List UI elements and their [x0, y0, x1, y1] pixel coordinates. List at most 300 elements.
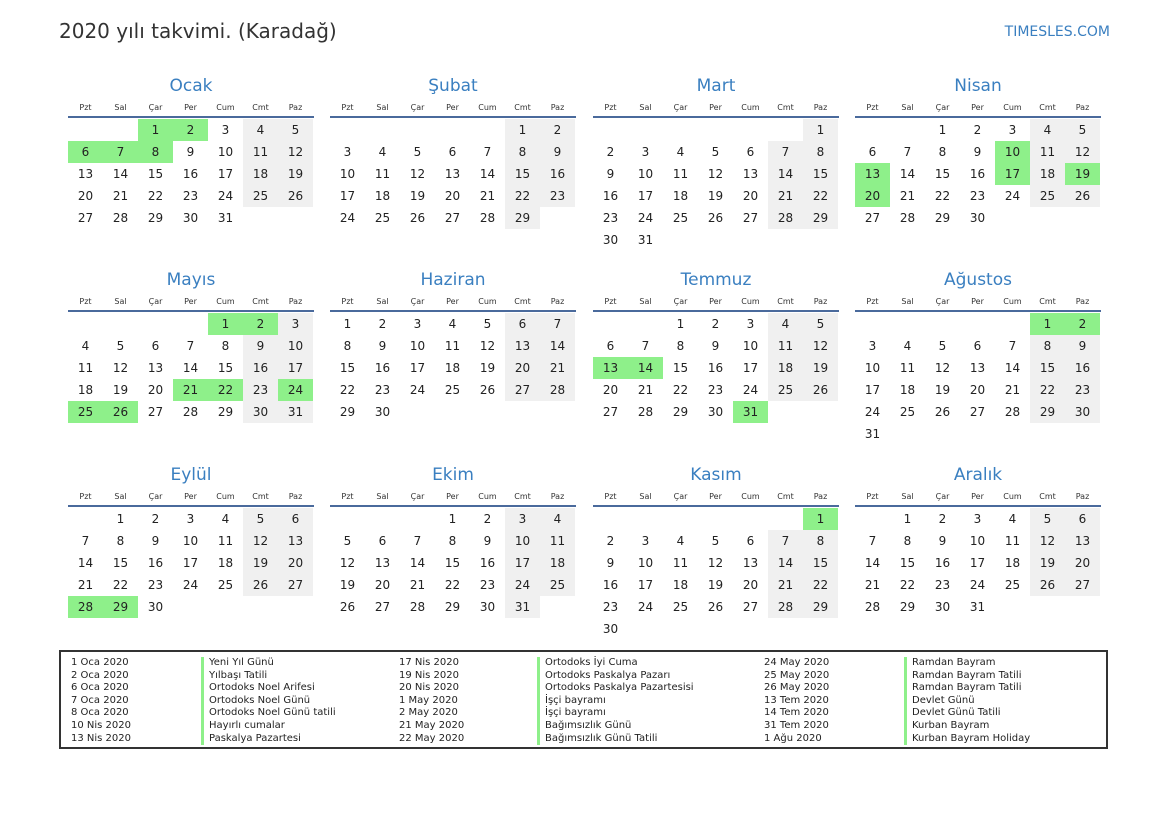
legend-date: 24 May 2020	[764, 657, 830, 668]
day-cell: 19	[707, 578, 724, 592]
day-cell: 29	[899, 600, 916, 614]
legend-holiday-name: Paskalya Pazartesi	[201, 733, 336, 746]
day-cell: 28	[637, 405, 654, 419]
month-name: Mart	[696, 76, 736, 96]
empty-cell	[68, 313, 103, 335]
weekday-label: Paz	[1075, 296, 1090, 306]
day-cell: 14	[864, 556, 881, 570]
weekday-label: Pzt	[604, 102, 617, 112]
day-cell: 5	[278, 119, 313, 141]
empty-cell	[400, 508, 435, 530]
day-cell: 9	[186, 145, 195, 159]
day-cell: 3	[343, 145, 352, 159]
holiday-day-cell: 21	[173, 379, 208, 401]
weekday-label: Cmt	[1039, 491, 1056, 501]
empty-cell	[593, 508, 628, 530]
day-cell: 2	[378, 317, 387, 331]
day-cell: 15	[1030, 357, 1065, 379]
holiday-day-cell: 29	[103, 596, 138, 618]
empty-cell	[890, 119, 925, 141]
empty-cell	[330, 119, 365, 141]
legend-date: 1 May 2020	[399, 694, 458, 706]
empty-cell	[628, 119, 663, 141]
day-cell: 5	[1030, 508, 1065, 530]
weekday-header	[855, 98, 1101, 118]
day-cell: 27	[742, 211, 759, 225]
holiday-day-cell: 10	[995, 141, 1030, 163]
day-cell: 11	[77, 361, 94, 375]
day-cell: 9	[938, 534, 947, 548]
day-cell: 29	[339, 405, 356, 419]
empty-cell	[470, 119, 505, 141]
day-cell: 22	[147, 189, 164, 203]
weekday-label: Per	[971, 491, 984, 501]
empty-cell	[995, 313, 1030, 335]
day-cell: 10	[409, 339, 426, 353]
legend-date: 14 Tem 2020	[764, 707, 829, 719]
weekday-label: Cum	[216, 491, 235, 501]
legend-name-column	[904, 657, 1030, 745]
weekday-label: Cmt	[777, 102, 794, 112]
day-cell: 26	[278, 185, 313, 207]
day-cell: 23	[147, 578, 164, 592]
legend-holiday-name: Hayırlı cumalar	[201, 720, 336, 733]
day-cell: 21	[77, 578, 94, 592]
day-cell: 26	[243, 574, 278, 596]
day-cell: 7	[868, 534, 877, 548]
weekday-label: Cmt	[777, 296, 794, 306]
day-grid	[330, 119, 576, 229]
day-cell: 15	[112, 556, 129, 570]
day-cell: 4	[221, 512, 230, 526]
day-cell: 18	[374, 189, 391, 203]
weekday-label: Çar	[935, 491, 950, 501]
day-cell: 9	[378, 339, 387, 353]
weekday-label: Pzt	[341, 296, 354, 306]
day-cell: 28	[182, 405, 199, 419]
day-cell: 24	[339, 211, 356, 225]
day-cell: 11	[540, 530, 575, 552]
day-cell: 16	[182, 167, 199, 181]
day-cell: 24	[637, 600, 654, 614]
empty-cell	[330, 508, 365, 530]
day-cell: 28	[899, 211, 916, 225]
holiday-day-cell: 19	[1065, 163, 1100, 185]
legend-date: 25 May 2020	[764, 669, 830, 681]
legend-holiday-name: Ortodoks Noel Arifesi	[201, 682, 336, 695]
month-name: Şubat	[428, 76, 478, 96]
day-cell: 17	[864, 383, 881, 397]
day-cell: 14	[1004, 361, 1021, 375]
weekday-label: Pzt	[866, 491, 879, 501]
day-cell: 15	[505, 163, 540, 185]
weekday-label: Pzt	[341, 102, 354, 112]
day-cell: 11	[243, 141, 278, 163]
day-cell: 19	[479, 361, 496, 375]
month-name: Eylül	[170, 465, 212, 485]
day-cell: 11	[217, 534, 234, 548]
day-cell: 18	[444, 361, 461, 375]
weekday-label: Çar	[673, 296, 688, 306]
day-cell: 17	[278, 357, 313, 379]
day-cell: 22	[934, 189, 951, 203]
weekday-header	[330, 292, 576, 312]
day-cell: 29	[803, 207, 838, 229]
day-cell: 6	[378, 534, 387, 548]
empty-cell	[768, 508, 803, 530]
day-cell: 22	[803, 574, 838, 596]
empty-cell	[890, 313, 925, 335]
weekday-label: Sal	[639, 296, 652, 306]
day-cell: 6	[746, 145, 755, 159]
day-cell: 6	[606, 339, 615, 353]
legend-date: 21 May 2020	[399, 719, 465, 731]
day-cell: 2	[540, 119, 575, 141]
day-cell: 29	[444, 600, 461, 614]
month-calendar	[593, 461, 839, 640]
weekday-header	[593, 487, 839, 507]
day-cell: 13	[444, 167, 461, 181]
day-cell: 9	[711, 339, 720, 353]
day-cell: 31	[637, 233, 654, 247]
empty-cell	[365, 119, 400, 141]
day-cell: 22	[803, 185, 838, 207]
holiday-day-cell: 28	[68, 596, 103, 618]
day-cell: 10	[864, 361, 881, 375]
weekday-label: Per	[709, 491, 722, 501]
month-name: Ocak	[169, 76, 213, 96]
day-grid	[330, 508, 576, 618]
weekday-label: Per	[709, 102, 722, 112]
day-cell: 20	[278, 552, 313, 574]
day-cell: 5	[938, 339, 947, 353]
day-cell: 14	[409, 556, 426, 570]
day-cell: 9	[151, 534, 160, 548]
weekday-header	[593, 98, 839, 118]
month-name: Kasım	[690, 465, 742, 485]
weekday-label: Cum	[478, 491, 497, 501]
day-cell: 3	[641, 145, 650, 159]
empty-cell	[768, 119, 803, 141]
day-cell: 27	[1065, 574, 1100, 596]
empty-cell	[855, 313, 890, 335]
day-cell: 18	[243, 163, 278, 185]
day-grid	[593, 119, 839, 251]
day-cell: 22	[1030, 379, 1065, 401]
day-cell: 12	[409, 167, 426, 181]
legend-date: 31 Tem 2020	[764, 719, 829, 731]
weekday-label: Cmt	[514, 491, 531, 501]
day-cell: 24	[864, 405, 881, 419]
day-cell: 17	[637, 189, 654, 203]
holiday-day-cell: 6	[68, 141, 103, 163]
empty-cell	[663, 508, 698, 530]
day-cell: 1	[343, 317, 352, 331]
day-cell: 12	[339, 556, 356, 570]
weekday-label: Cmt	[252, 102, 269, 112]
day-cell: 17	[182, 556, 199, 570]
holiday-day-cell: 2	[1065, 313, 1100, 335]
day-cell: 18	[217, 556, 234, 570]
day-cell: 3	[186, 512, 195, 526]
day-cell: 22	[339, 383, 356, 397]
day-cell: 12	[243, 530, 278, 552]
day-cell: 28	[409, 600, 426, 614]
day-cell: 30	[602, 233, 619, 247]
day-cell: 26	[934, 405, 951, 419]
weekday-label: Sal	[376, 491, 389, 501]
day-cell: 16	[707, 361, 724, 375]
day-cell: 9	[1065, 335, 1100, 357]
holiday-legend	[59, 650, 1108, 749]
month-name: Nisan	[954, 76, 1002, 96]
day-cell: 23	[969, 189, 986, 203]
day-cell: 20	[374, 578, 391, 592]
day-cell: 18	[672, 189, 689, 203]
day-cell: 21	[479, 189, 496, 203]
day-cell: 10	[339, 167, 356, 181]
weekday-header	[68, 487, 314, 507]
day-cell: 2	[483, 512, 492, 526]
day-cell: 28	[540, 379, 575, 401]
day-cell: 25	[374, 211, 391, 225]
legend-date: 7 Oca 2020	[71, 694, 129, 706]
empty-cell	[400, 119, 435, 141]
day-cell: 3	[278, 313, 313, 335]
day-cell: 4	[1030, 119, 1065, 141]
empty-cell	[628, 508, 663, 530]
day-cell: 12	[934, 361, 951, 375]
day-cell: 6	[278, 508, 313, 530]
day-cell: 10	[742, 339, 759, 353]
weekday-header	[330, 98, 576, 118]
day-cell: 21	[768, 574, 803, 596]
empty-cell	[733, 508, 768, 530]
day-cell: 15	[217, 361, 234, 375]
day-cell: 3	[641, 534, 650, 548]
weekday-label: Per	[446, 102, 459, 112]
day-cell: 14	[540, 335, 575, 357]
day-cell: 17	[339, 189, 356, 203]
day-cell: 27	[602, 405, 619, 419]
weekday-label: Çar	[148, 296, 163, 306]
day-grid	[855, 313, 1101, 445]
empty-cell	[103, 313, 138, 335]
day-cell: 30	[969, 211, 986, 225]
day-cell: 5	[1065, 119, 1100, 141]
weekday-label: Cum	[216, 296, 235, 306]
day-cell: 30	[479, 600, 496, 614]
day-cell: 18	[1004, 556, 1021, 570]
day-cell: 6	[448, 145, 457, 159]
weekday-label: Pzt	[341, 491, 354, 501]
day-cell: 17	[217, 167, 234, 181]
day-cell: 4	[378, 145, 387, 159]
day-cell: 7	[903, 145, 912, 159]
day-cell: 12	[479, 339, 496, 353]
month-name: Ağustos	[944, 270, 1012, 290]
day-cell: 6	[868, 145, 877, 159]
day-cell: 10	[969, 534, 986, 548]
month-calendar	[855, 72, 1101, 229]
weekday-label: Cmt	[777, 491, 794, 501]
day-cell: 21	[637, 383, 654, 397]
holiday-day-cell: 17	[995, 163, 1030, 185]
weekday-label: Pzt	[604, 491, 617, 501]
day-cell: 4	[243, 119, 278, 141]
day-cell: 18	[540, 552, 575, 574]
site-link[interactable]: TIMESLES.COM	[1004, 24, 1110, 40]
day-cell: 27	[864, 211, 881, 225]
legend-date: 22 May 2020	[399, 732, 465, 744]
day-cell: 7	[483, 145, 492, 159]
day-cell: 31	[969, 600, 986, 614]
weekday-label: Paz	[550, 296, 565, 306]
day-cell: 24	[409, 383, 426, 397]
weekday-label: Cmt	[252, 491, 269, 501]
day-cell: 5	[483, 317, 492, 331]
day-cell: 16	[479, 556, 496, 570]
day-cell: 23	[182, 189, 199, 203]
day-cell: 13	[969, 361, 986, 375]
day-cell: 8	[676, 339, 685, 353]
month-name: Haziran	[420, 270, 486, 290]
legend-date: 2 May 2020	[399, 707, 458, 719]
day-grid	[330, 313, 576, 423]
weekday-label: Cum	[741, 102, 760, 112]
day-cell: 28	[768, 596, 803, 618]
weekday-label: Pzt	[79, 296, 92, 306]
day-cell: 22	[112, 578, 129, 592]
day-cell: 13	[374, 556, 391, 570]
weekday-label: Çar	[410, 102, 425, 112]
day-cell: 11	[374, 167, 391, 181]
weekday-label: Cum	[1003, 102, 1022, 112]
day-cell: 19	[112, 383, 129, 397]
legend-date: 13 Nis 2020	[71, 732, 131, 744]
empty-cell	[698, 119, 733, 141]
month-calendar	[593, 72, 839, 251]
day-cell: 11	[1030, 141, 1065, 163]
day-grid	[68, 313, 314, 423]
empty-cell	[855, 508, 890, 530]
day-cell: 23	[707, 383, 724, 397]
day-cell: 4	[676, 534, 685, 548]
month-name: Mayıs	[166, 270, 216, 290]
day-cell: 19	[409, 189, 426, 203]
day-cell: 16	[243, 357, 278, 379]
day-cell: 18	[1030, 163, 1065, 185]
day-cell: 24	[182, 578, 199, 592]
legend-date: 6 Oca 2020	[71, 682, 129, 694]
weekday-label: Cmt	[1039, 102, 1056, 112]
day-cell: 27	[278, 574, 313, 596]
day-cell: 4	[81, 339, 90, 353]
day-cell: 13	[505, 335, 540, 357]
day-cell: 18	[77, 383, 94, 397]
day-cell: 1	[803, 119, 838, 141]
holiday-day-cell: 20	[855, 185, 890, 207]
month-name: Temmuz	[680, 270, 752, 290]
day-cell: 4	[1008, 512, 1017, 526]
day-cell: 19	[803, 357, 838, 379]
day-cell: 20	[1065, 552, 1100, 574]
day-cell: 16	[934, 556, 951, 570]
legend-holiday-name: Ramdan Bayram Tatili	[904, 670, 1030, 683]
day-cell: 28	[112, 211, 129, 225]
legend-name-column	[537, 657, 694, 745]
day-cell: 13	[1065, 530, 1100, 552]
empty-cell	[663, 119, 698, 141]
day-cell: 26	[1030, 574, 1065, 596]
weekday-header	[855, 292, 1101, 312]
day-cell: 28	[864, 600, 881, 614]
holiday-day-cell: 14	[628, 357, 663, 379]
day-cell: 10	[505, 530, 540, 552]
day-cell: 25	[243, 185, 278, 207]
holiday-day-cell: 25	[68, 401, 103, 423]
day-cell: 11	[672, 167, 689, 181]
legend-holiday-name: Yılbaşı Tatili	[201, 670, 336, 683]
day-cell: 3	[1008, 123, 1017, 137]
day-cell: 10	[637, 556, 654, 570]
legend-holiday-name: Ortodoks Noel Günü tatili	[201, 707, 336, 720]
weekday-label: Cmt	[514, 102, 531, 112]
day-cell: 26	[707, 600, 724, 614]
empty-cell	[365, 508, 400, 530]
legend-holiday-name: Ramdan Bayram	[904, 657, 1030, 670]
day-cell: 12	[278, 141, 313, 163]
day-cell: 7	[768, 530, 803, 552]
empty-cell	[68, 119, 103, 141]
day-cell: 2	[606, 534, 615, 548]
weekday-label: Pzt	[866, 296, 879, 306]
weekday-label: Sal	[376, 296, 389, 306]
day-cell: 15	[339, 361, 356, 375]
day-cell: 8	[343, 339, 352, 353]
day-cell: 12	[803, 335, 838, 357]
weekday-label: Per	[709, 296, 722, 306]
weekday-label: Çar	[410, 296, 425, 306]
month-calendar	[68, 461, 314, 618]
weekday-label: Cum	[741, 491, 760, 501]
legend-holiday-name: Bağımsızlık Günü	[537, 720, 694, 733]
weekday-header	[68, 98, 314, 118]
day-cell: 25	[899, 405, 916, 419]
day-cell: 27	[77, 211, 94, 225]
legend-date: 26 May 2020	[764, 682, 830, 694]
day-cell: 12	[707, 167, 724, 181]
weekday-label: Sal	[639, 491, 652, 501]
day-cell: 12	[707, 556, 724, 570]
day-cell: 11	[444, 339, 461, 353]
day-cell: 9	[483, 534, 492, 548]
day-cell: 6	[746, 534, 755, 548]
day-cell: 15	[672, 361, 689, 375]
day-cell: 23	[374, 383, 391, 397]
day-cell: 12	[1030, 530, 1065, 552]
day-cell: 24	[637, 211, 654, 225]
legend-holiday-name: Ortodoks Noel Günü	[201, 695, 336, 708]
day-cell: 15	[444, 556, 461, 570]
day-cell: 14	[899, 167, 916, 181]
weekday-header	[855, 487, 1101, 507]
day-cell: 13	[77, 167, 94, 181]
day-cell: 17	[637, 578, 654, 592]
legend-holiday-name: İşçi bayramı	[537, 707, 694, 720]
empty-cell	[733, 119, 768, 141]
day-cell: 29	[1030, 401, 1065, 423]
